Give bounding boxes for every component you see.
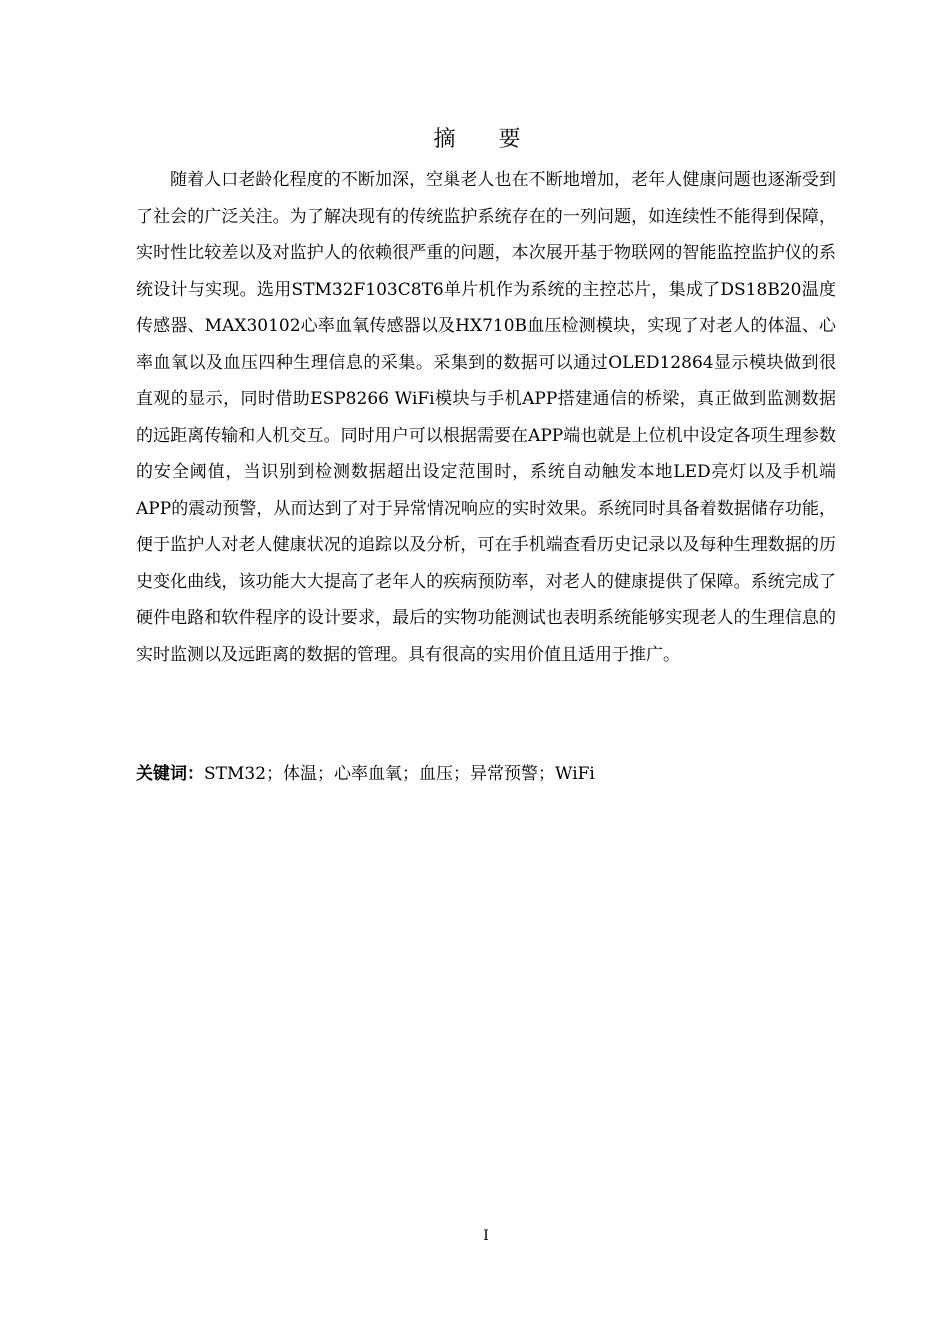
abstract-paragraph: 随着人口老龄化程度的不断加深，空巢老人也在不断地增加，老年人健康问题也逐渐受到了社会的广泛关注。为了解决现有的传统监护系统存在的一列问题，如连续性不能得到保障，实时性比较差以及对监护人的依赖很严重的问题，本次展开基于物联网的智能监控监护仪的系统设计与实现。选用STM32F103C8T6单片机作为系统的主控芯片，集成了DS18B20温度传感器、MAX30102心率血氧传感器以及HX710B血压检测模块，实现了对老人的体温、心率血氧以及血压四种生理信息的采集。采集到的数据可以通过OLED12864显示模块做到很直观的显示，同时借助ESP8266 WiFi模块与手机APP搭建通信的桥梁，真正做到监测数据的远距离传输和人机交互。同时用户可以根据需要在APP端也就是上位机中设定各项生理参数的安全阈值，当识别到检测数据超出设定范围时，系统自动触发本地LED亮灯以及手机端APP的震动预警，从而达到了对于异常情况响应的实时效果。系统同时具备着数据储存功能，便于监护人对老人健康状况的追踪以及分析，可在手机端查看历史记录以及每种生理数据的历史变化曲线，该功能大大提高了老年人的疾病预防率，对老人的健康提供了保障。系统完成了硬件电路和软件程序的设计要求，最后的实物功能测试也表明系统能够实现老人的生理信息的实时监测以及远距离的数据的管理。具有很高的实用价值且适用于推广。 [136, 170, 836, 665]
keywords-value: STM32；体温；心率血氧；血压；异常预警；WiFi [204, 764, 595, 784]
page-title: 摘 要 [433, 127, 539, 152]
page-number: I [483, 1228, 489, 1244]
keywords-line [136, 756, 836, 792]
keywords-label: 关键词： [136, 764, 204, 784]
